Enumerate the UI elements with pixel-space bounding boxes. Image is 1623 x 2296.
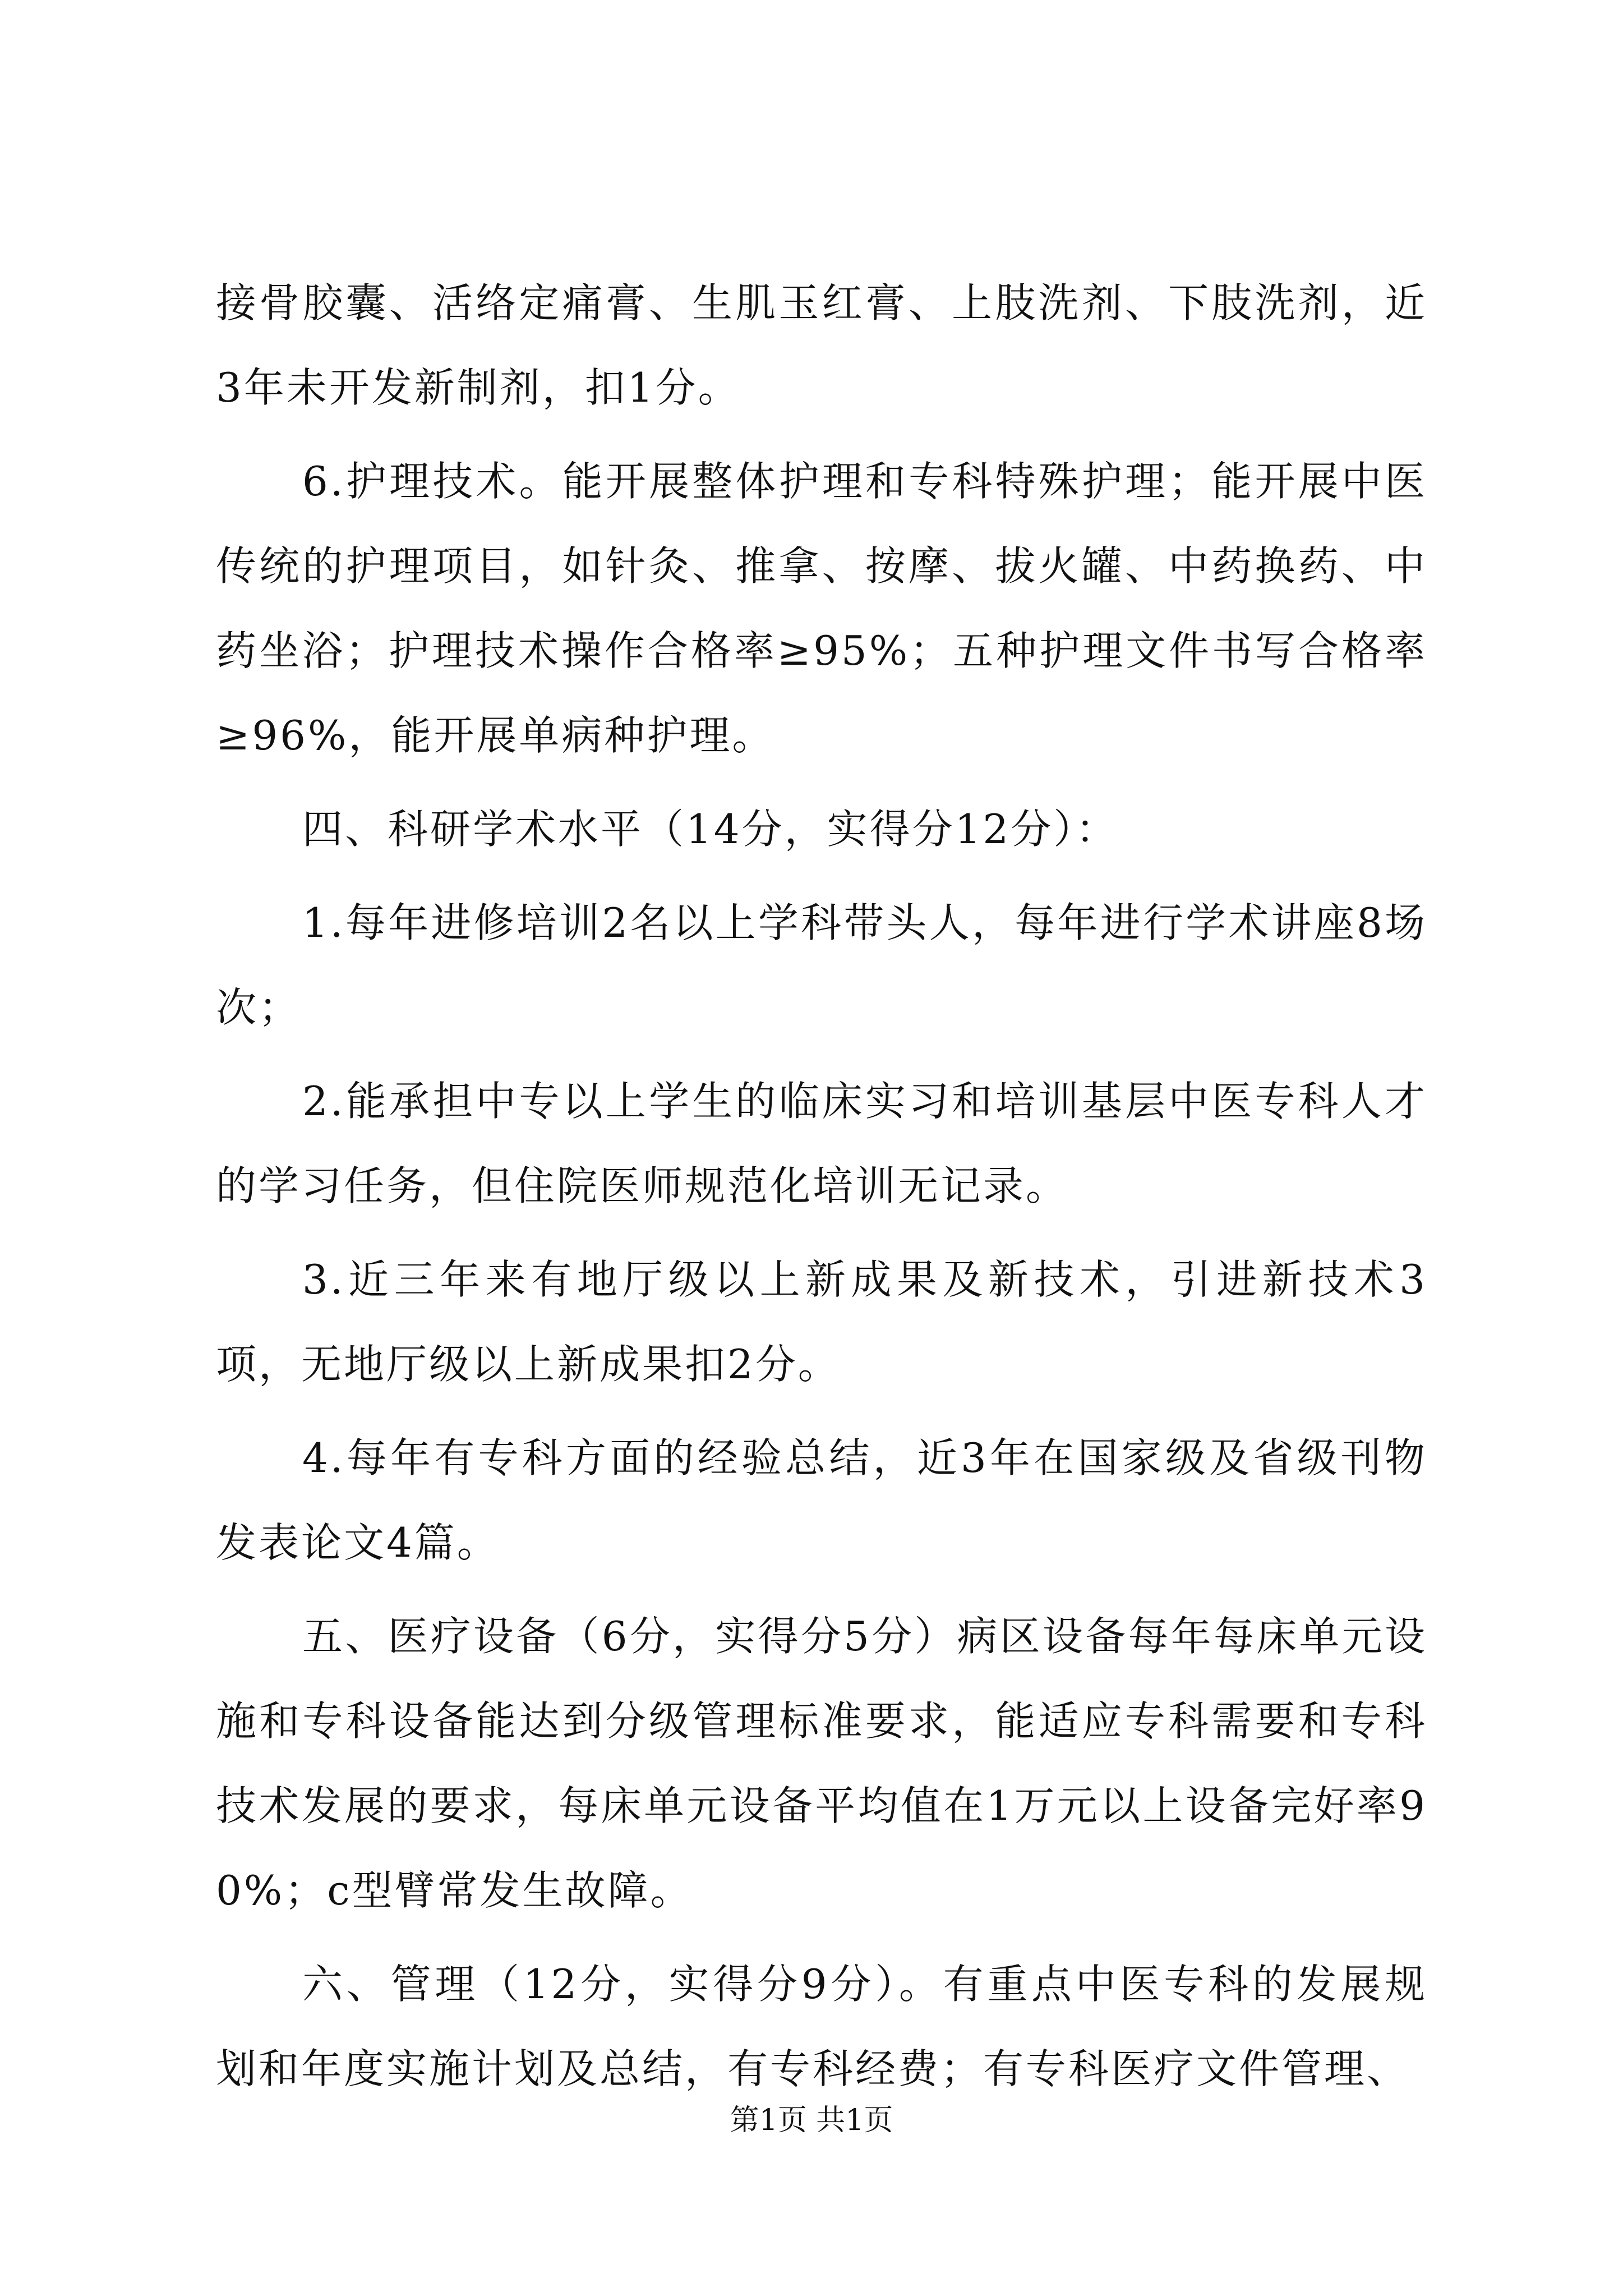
paragraph-nursing-technique: 6.护理技术。能开展整体护理和专科特殊护理；能开展中医传统的护理项目，如针灸、推拿、按摩、拔火罐、中药换药、中药坐浴；护理技术操作合格率≥95%；五种护理文件书写合格率≥96%，能开展单病种护理。 <box>216 458 1427 759</box>
document-body <box>216 261 1427 2120</box>
paragraph-research-item-2: 2.能承担中专以上学生的临床实习和培训基层中医专科人才的学习任务，但住院医师规范化培训无记录。 <box>216 1078 1427 1209</box>
paragraph-research-item-4: 4.每年有专科方面的经验总结，近3年在国家级及省级刊物发表论文4篇。 <box>216 1434 1427 1566</box>
paragraph-continuation: 接骨胶囊、活络定痛膏、生肌玉红膏、上肢洗剂、下肢洗剂，近3年未开发新制剂，扣1分。 <box>216 279 1427 411</box>
paragraph-medical-equipment: 五、医疗设备（6分，实得分5分）病区设备每年每床单元设施和专科设备能达到分级管理标准要求，能适应专科需要和专科技术发展的要求，每床单元设备平均值在1万元以上设备完好率90%；c型臂常发生故障。 <box>216 1613 1427 1914</box>
page-footer: 第1页 共1页 <box>730 2104 893 2137</box>
section-heading-research: 四、科研学术水平（14分，实得分12分）： <box>302 806 1119 853</box>
paragraph-management: 六、管理（12分，实得分9分）。有重点中医专科的发展规划和年度实施计划及总结，有专科经费；有专科医疗文件管理、 <box>216 1961 1427 2092</box>
paragraph-research-item-3: 3.近三年来有地厅级以上新成果及新技术，引进新技术3项，无地厅级以上新成果扣2分。 <box>216 1256 1427 1388</box>
paragraph-research-item-1: 1.每年进修培训2名以上学科带头人，每年进行学术讲座8场次； <box>216 899 1427 1031</box>
